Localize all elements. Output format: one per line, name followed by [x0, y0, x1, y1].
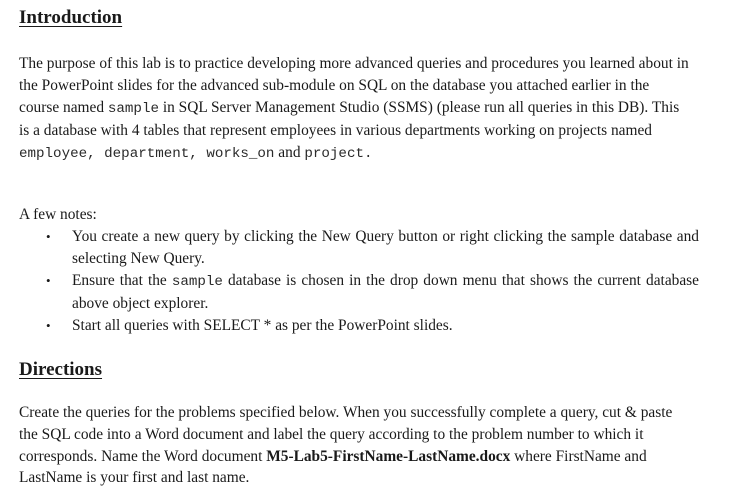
list-item: • You create a new query by clicking the New Query button or right clicking the sample database and selecting New Query. — [46, 228, 699, 267]
database-name: sample — [171, 273, 223, 290]
list-item: • Ensure that the sample database is chosen in the drop down menu that shows the current database above object explorer. — [46, 271, 699, 313]
introduction-paragraph: The purpose of this lab is to practice developing more advanced queries and procedures you learned about in the PowerPoint slides for the advanced sub-module on SQL on the database you attached earlier in the course named sample in SQL Server Management Studio (SSMS) (please run all queries in this DB). This is a database with 4 tables that represent employees in various departments working on projects named employee, department, works_on and project. — [19, 55, 689, 163]
directions-heading: Directions — [19, 359, 103, 380]
introduction-section — [19, 6, 719, 30]
bullet-icon: • — [46, 272, 51, 288]
database-name: sample — [107, 100, 159, 117]
bullet-icon: • — [46, 229, 51, 244]
table-works-on: works_on — [206, 146, 275, 163]
notes-label: A few notes: — [19, 206, 97, 223]
directions-section — [19, 358, 719, 382]
list-item: • Start all queries with SELECT * as per the PowerPoint slides. — [19, 315, 699, 337]
bullet-icon: • — [46, 318, 51, 334]
directions-paragraph: Create the queries for the problems specified below. When you successfully complete a query, cut & paste the SQL code into a Word document and label the query according to the problem number to which it corresponds. Name the Word document M5-Lab5-FirstName-LastName.docx where FirstName and LastName is your first and last name. — [19, 404, 673, 487]
table-department: department — [104, 146, 190, 163]
intro-text-1: The purpose of this lab is to practice developing more advanced queries and procedures you learned about in the PowerPoint slides for the advanced sub-module on SQL on the database you attached earlier in the course named — [19, 55, 689, 116]
document-filename: M5-Lab5-FirstName-LastName.docx — [266, 447, 511, 465]
intro-text-2: in SQL Server Management Studio (SSMS) (please run all queries in this DB). This is a database with 4 tables that represent employees in various departments working on projects named — [19, 98, 680, 140]
notes-list — [19, 226, 699, 337]
table-project: project — [304, 146, 364, 163]
introduction-heading: Introduction — [19, 7, 123, 28]
table-employee: employee — [19, 146, 88, 163]
